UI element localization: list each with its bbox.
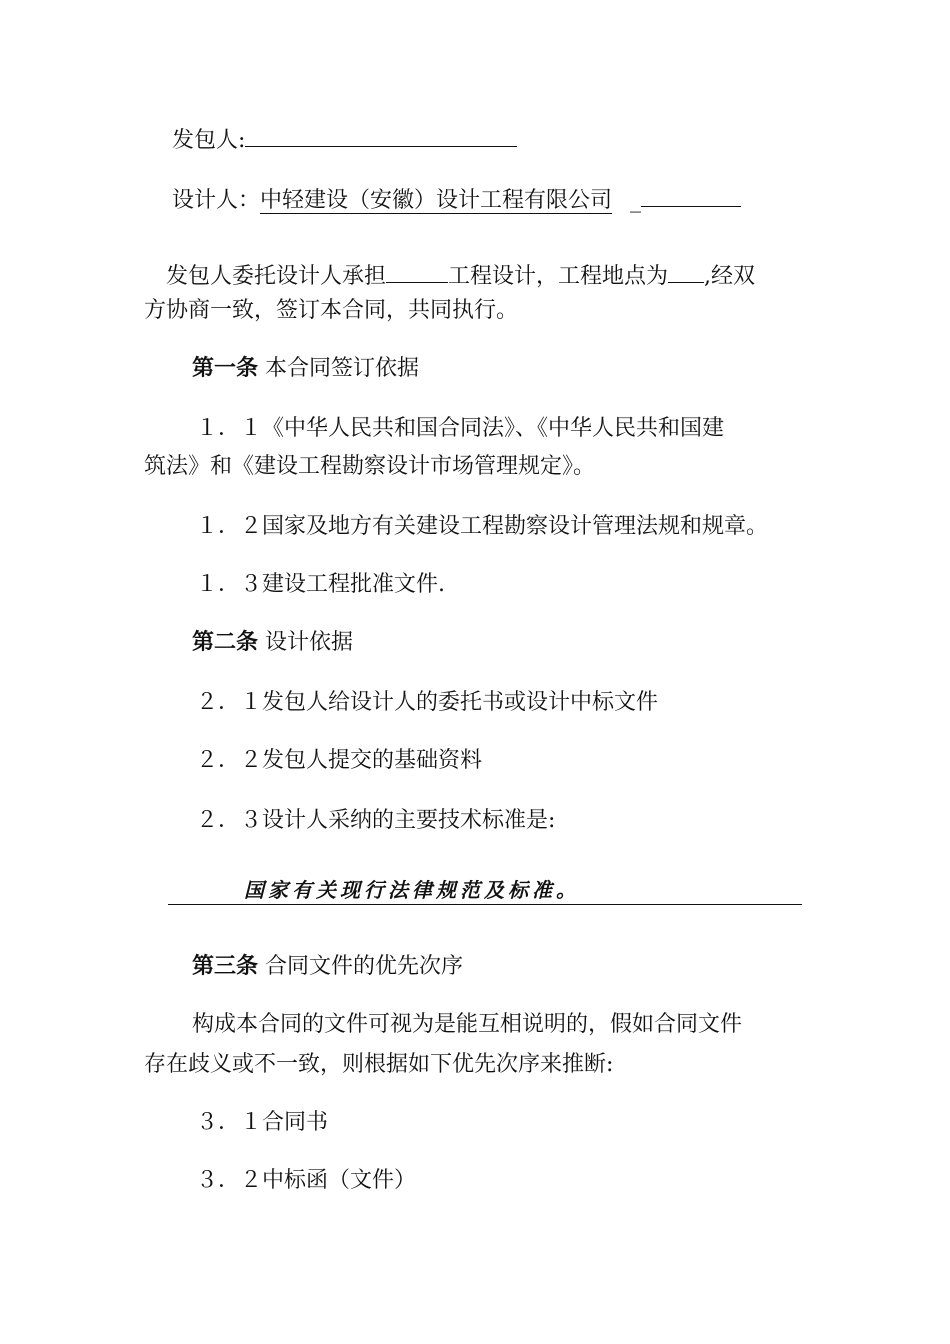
intro-text-c: ,经双	[704, 264, 756, 289]
project-blank	[386, 258, 448, 283]
party-b-name: 中轻建设（安徽）设计工程有限公司	[260, 188, 613, 213]
party-b-blank	[641, 182, 741, 207]
article-3-title: 合同文件的优先次序	[265, 954, 464, 979]
article-1-title: 本合同签订依据	[265, 356, 420, 381]
article-1-item-1-cont: 筑法》和《建设工程勘察设计市场管理规定》。	[144, 454, 596, 479]
party-b-label: 设计人：	[172, 188, 261, 213]
location-blank	[668, 258, 704, 283]
article-2-title: 设计依据	[265, 630, 354, 655]
party-b-line	[172, 182, 741, 216]
intro-text-a: 发包人委托设计人承担	[166, 264, 387, 289]
article-1-heading	[192, 354, 419, 384]
article-3-item-2: ３．２中标函（文件）	[196, 1168, 417, 1193]
standard-line	[168, 872, 802, 905]
party-b-blank-gap	[612, 183, 630, 207]
article-1-item-2: １．２国家及地方有关建设工程勘察设计管理法规和规章。	[196, 514, 769, 539]
article-1-number: 第一条	[192, 356, 259, 381]
standard-text: 国家有关现行法律规范及标准。	[244, 878, 580, 902]
party-a-line	[172, 122, 517, 156]
intro-text-b: 工程设计，工程地点为	[448, 264, 669, 289]
article-3-para-1: 构成本合同的文件可视为是能互相说明的，假如合同文件	[192, 1012, 743, 1037]
article-3-item-1: ３．１合同书	[196, 1110, 329, 1135]
article-2-item-3: ２．３设计人采纳的主要技术标准是:	[196, 808, 556, 833]
article-3-heading	[192, 952, 463, 982]
intro-line-2: 方协商一致，签订本合同，共同执行。	[144, 298, 519, 323]
article-2-heading	[192, 628, 353, 658]
intro-line-1	[166, 258, 755, 292]
article-2-item-1: ２．１发包人给设计人的委托书或设计中标文件	[196, 690, 659, 715]
party-a-blank	[245, 122, 517, 147]
party-a-label: 发包人:	[172, 128, 246, 153]
article-1-item-1: １．１《中华人民共和国合同法》、《中华人民共和国建	[196, 416, 725, 441]
article-3-number: 第三条	[192, 954, 259, 979]
party-b-tail: _	[630, 188, 642, 213]
article-3-para-2: 存在歧义或不一致，则根据如下优先次序来推断:	[144, 1052, 614, 1077]
article-2-item-2: ２．２发包人提交的基础资料	[196, 748, 483, 773]
article-1-item-3: １．３建设工程批准文件.	[196, 572, 445, 597]
article-2-number: 第二条	[192, 630, 259, 655]
